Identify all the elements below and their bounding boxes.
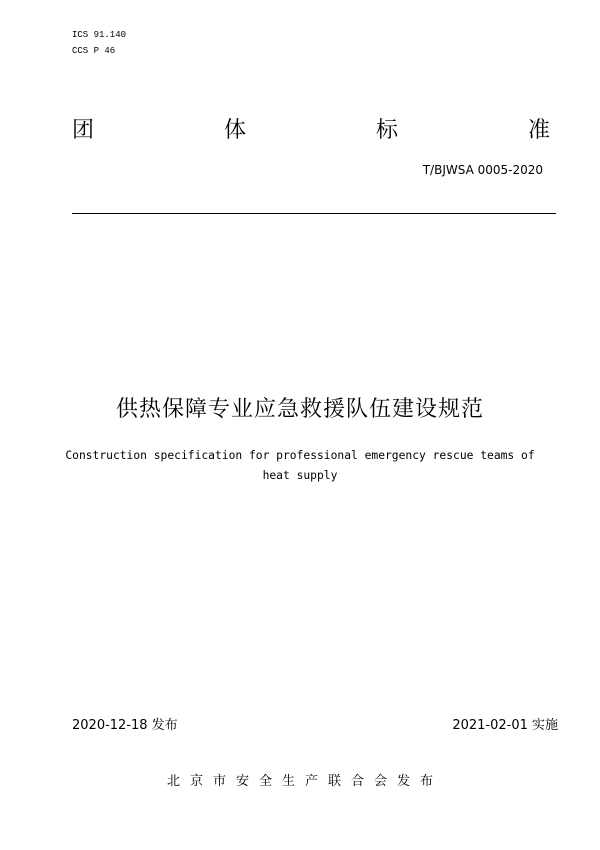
ccs-code: CCS P 46	[72, 46, 116, 56]
standard-type-heading	[72, 117, 550, 145]
standard-number: T/BJWSA 0005-2020	[422, 163, 543, 177]
header-divider	[72, 213, 556, 214]
publish-date: 2020-12-18 发布	[72, 718, 178, 733]
heading-char: 体	[223, 118, 246, 143]
heading-char: 团	[72, 118, 95, 143]
document-title-english-line1: Construction specification for professional emergency rescue teams of	[65, 449, 535, 462]
document-title-english-line2: heat supply	[262, 469, 338, 482]
document-title-chinese: 供热保障专业应急救援队伍建设规范	[115, 397, 484, 422]
ics-code: ICS 91.140	[72, 30, 127, 40]
heading-char: 准	[527, 118, 550, 143]
implementation-date: 2021-02-01 实施	[452, 718, 558, 733]
heading-char: 标	[375, 118, 398, 143]
publisher: 北京市安全生产联合会发布	[166, 774, 443, 789]
